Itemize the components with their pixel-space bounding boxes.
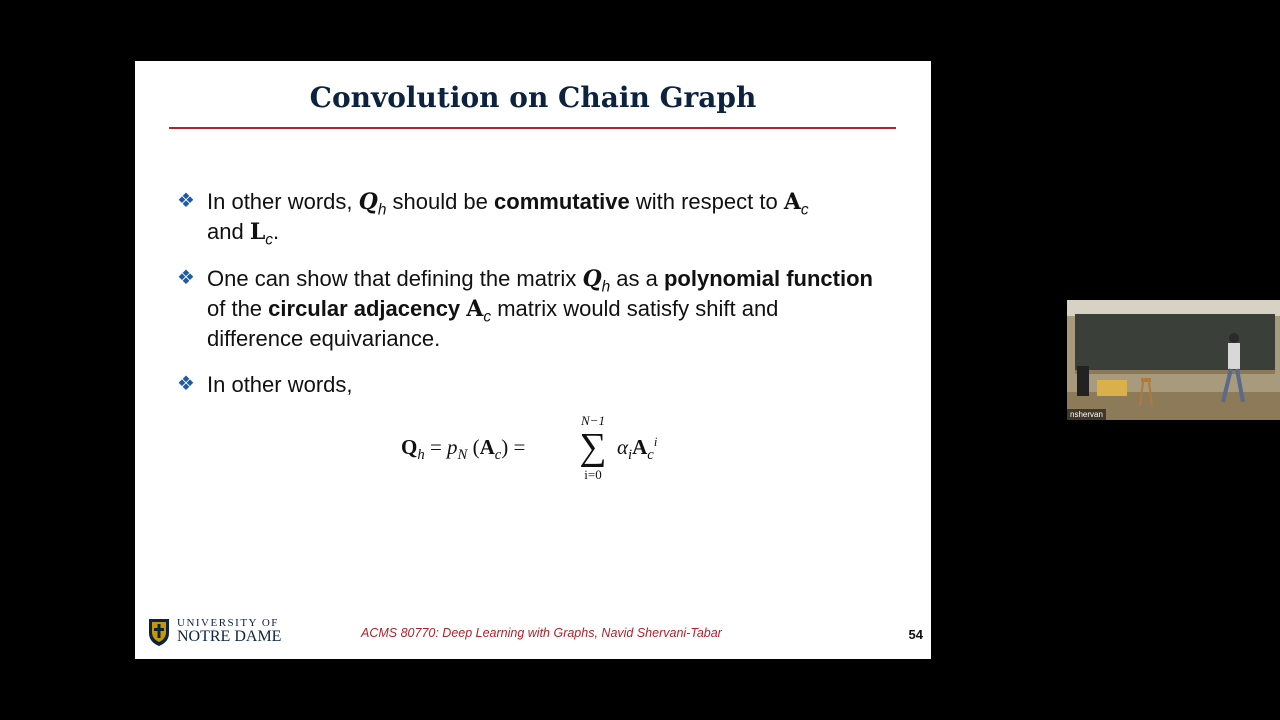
sigma-symbol: ∑ [579, 426, 607, 468]
university-logo: UNIVERSITY OF NOTRE DAME [147, 617, 297, 649]
slide-title: Convolution on Chain Graph [309, 81, 757, 114]
equation-lhs: $Q_h = p_N$ $(A_c)$ = [401, 435, 526, 464]
bullet-item-1: ❖ In other words, $Q_h$ should be commutative with respect to $A_c$ and $L_c$. [177, 189, 809, 249]
title-divider [169, 127, 896, 129]
bullet-list [177, 187, 877, 416]
classroom-video-frame [1067, 300, 1280, 420]
participant-video-thumbnail[interactable] [1067, 300, 1280, 420]
diamond-bullet-icon: ❖ [177, 190, 195, 212]
summation: N−1 ∑ i=0 [571, 413, 615, 483]
participant-name-label: nshervan [1067, 409, 1106, 420]
bullet-item-2: ❖ One can show that defining the matrix $Q_h$ as a polynomial function of the circular adjacency $A_c$ matrix would satisfy shift and difference equivariance. [177, 266, 873, 351]
course-footer: ACMS 80770: Deep Learning with Graphs, Navid Shervani-Tabar [361, 626, 722, 640]
slide-page-number: 54 [908, 627, 923, 642]
diamond-bullet-icon: ❖ [177, 373, 195, 395]
diamond-bullet-icon: ❖ [177, 267, 195, 289]
shield-icon [147, 617, 171, 647]
presentation-slide [135, 61, 931, 659]
bullet-item-3: ❖ In other words, [177, 372, 353, 397]
polynomial-equation [401, 413, 681, 487]
equation-rhs: $\alpha_iA_c^i$ [617, 435, 658, 464]
